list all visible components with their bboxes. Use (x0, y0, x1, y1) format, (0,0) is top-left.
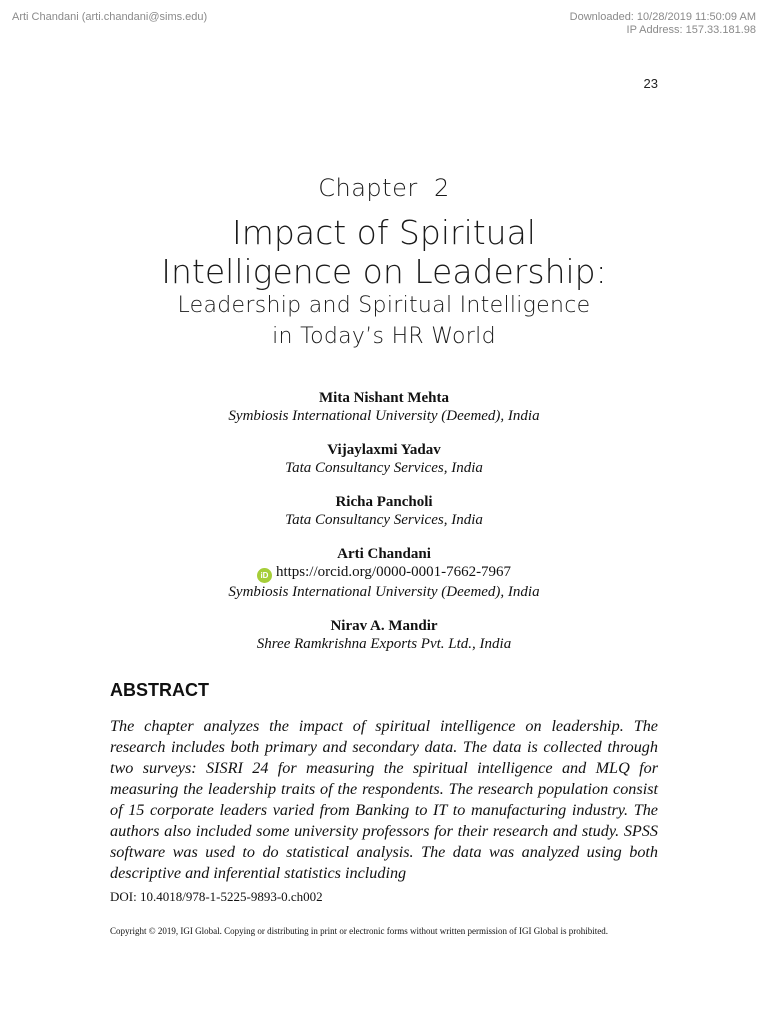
author-block (0, 493, 768, 529)
orcid-line (0, 563, 768, 583)
download-timestamp: Downloaded: 10/28/2019 11:50:09 AM (569, 11, 756, 23)
chapter-title-line2: Intelligence on Leadership: (161, 252, 607, 291)
author-block (0, 389, 768, 425)
author-affiliation: Tata Consultancy Services, India (285, 512, 483, 528)
download-info (570, 11, 756, 37)
orcid-icon: iD (257, 568, 272, 583)
author-list (0, 389, 768, 669)
author-name: Nirav A. Mandir (330, 618, 438, 634)
author-affiliation: Symbiosis International University (Deemed), India (228, 584, 540, 600)
doi: DOI: 10.4018/978-1-5225-9893-0.ch002 (110, 889, 323, 904)
chapter-label-text: Chapter 2 (318, 174, 450, 202)
chapter-title (0, 213, 768, 291)
copyright-notice: Copyright © 2019, IGI Global. Copying or distributing in print or electronic forms without written permission of IGI Global is prohibited. (110, 926, 609, 936)
page-number: 23 (643, 76, 658, 91)
author-block (0, 441, 768, 477)
ip-address: IP Address: 157.33.181.98 (626, 24, 756, 36)
chapter-label (0, 174, 768, 202)
author-name: Richa Pancholi (335, 494, 433, 510)
chapter-subtitle (0, 290, 768, 352)
download-user-info: Arti Chandani (arti.chandani@sims.edu) (12, 11, 208, 23)
orcid-link[interactable]: https://orcid.org/0000-0001-7662-7967 (275, 564, 512, 580)
abstract-heading: ABSTRACT (110, 680, 209, 700)
author-name: Arti Chandani (337, 546, 431, 562)
author-affiliation: Shree Ramkrishna Exports Pvt. Ltd., India (256, 636, 512, 652)
author-affiliation: Symbiosis International University (Deemed), India (228, 408, 540, 424)
author-block (0, 545, 768, 601)
author-name: Mita Nishant Mehta (319, 390, 449, 406)
author-block (0, 617, 768, 653)
chapter-title-line1: Impact of Spiritual (232, 213, 536, 252)
author-affiliation: Tata Consultancy Services, India (285, 460, 483, 476)
abstract-text: The chapter analyzes the impact of spiritual intelligence on leadership. The research includes both primary and secondary data. The data is collected through two surveys: SISRI 24 for measuring the spiritual intelligence and MLQ for measuring the leadership traits of the respondents. The research population consist of 15 corporate leaders varied from Banking to IT to manufacturing industry. The authors also included some university professors for their research and study. SPSS software was used to do statistical analysis. The data was analyzed using both descriptive and inferential statistics including (110, 717, 658, 882)
author-name: Vijaylaxmi Yadav (327, 442, 441, 458)
chapter-subtitle-line2: in Today’s HR World (272, 324, 496, 349)
chapter-subtitle-line1: Leadership and Spiritual Intelligence (177, 293, 591, 318)
